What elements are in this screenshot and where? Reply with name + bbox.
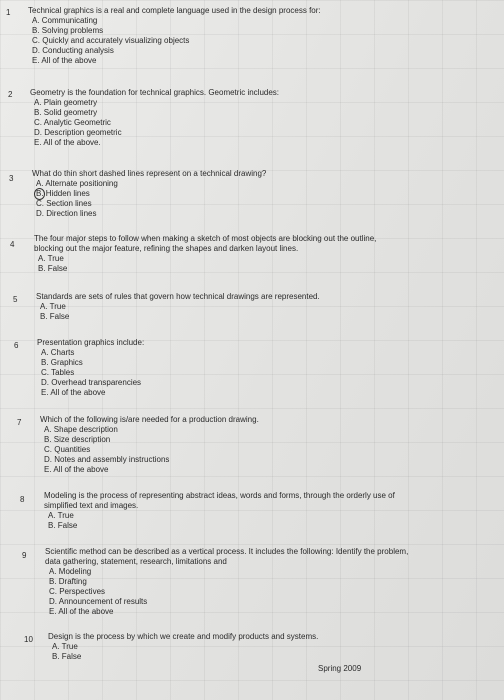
question-text: Which of the following is/are needed for a production drawing.	[40, 415, 259, 424]
option: A. True	[48, 511, 74, 520]
option: E. All of the above	[49, 607, 114, 616]
question-number: 9	[22, 551, 27, 560]
option: A. Alternate positioning	[36, 179, 118, 188]
option: D. Announcement of results	[49, 597, 148, 606]
option: C. Quantities	[44, 445, 91, 454]
question-number: 1	[6, 8, 11, 17]
option: B. Solid geometry	[34, 108, 98, 117]
question-9	[45, 547, 423, 617]
option: A. True	[38, 254, 64, 263]
option: B. False	[40, 312, 70, 321]
question-5	[36, 292, 396, 322]
question-7	[40, 415, 400, 475]
option: B. Solving problems	[32, 26, 104, 35]
option: D. Description geometric	[34, 128, 122, 137]
option: B. Size description	[44, 435, 111, 444]
option: D. Direction lines	[36, 209, 97, 218]
option: D. Notes and assembly instructions	[44, 455, 170, 464]
question-2	[30, 88, 390, 148]
question-text: Geometry is the foundation for technical graphics. Geometric includes:	[30, 88, 280, 97]
question-number: 3	[9, 174, 14, 183]
option: E. All of the above	[41, 388, 106, 397]
option-circled: B. Hidden lines	[32, 189, 392, 199]
question-10	[48, 632, 408, 662]
option: A. Plain geometry	[34, 98, 98, 107]
question-number: 8	[20, 495, 25, 504]
option: C. Tables	[41, 368, 75, 377]
question-8	[44, 491, 416, 531]
question-number: 10	[24, 635, 33, 644]
question-number: 4	[10, 240, 15, 249]
option: B. False	[38, 264, 68, 273]
option: A. Communicating	[32, 16, 98, 25]
option: A. True	[40, 302, 66, 311]
option: B. Drafting	[49, 577, 87, 586]
option: B. False	[48, 521, 78, 530]
question-text: Scientific method can be described as a vertical process. It includes the following: Identify the problem, data gathering, statement, research, limitations and	[45, 547, 409, 566]
option: C. Section lines	[36, 199, 92, 208]
option: A. Modeling	[49, 567, 92, 576]
question-text: What do thin short dashed lines represent on a technical drawing?	[32, 169, 267, 178]
question-text: Modeling is the process of representing abstract ideas, words and forms, through the orderly use of simplified text and images.	[44, 491, 395, 510]
option: B. Graphics	[41, 358, 83, 367]
question-text: Standards are sets of rules that govern how technical drawings are represented.	[36, 292, 320, 301]
footer-term: Spring 2009	[318, 664, 362, 673]
question-number: 6	[14, 341, 19, 350]
question-number: 5	[13, 295, 18, 304]
option: C. Perspectives	[49, 587, 106, 596]
option: A. Shape description	[44, 425, 118, 434]
question-4	[34, 234, 399, 274]
option: E. All of the above	[32, 56, 97, 65]
question-1	[28, 6, 388, 66]
question-number: 2	[8, 90, 13, 99]
question-text: Design is the process by which we create and modify products and systems.	[48, 632, 319, 641]
option: D. Conducting analysis	[32, 46, 114, 55]
option: B. False	[52, 652, 82, 661]
option: E. All of the above	[44, 465, 109, 474]
question-6	[37, 338, 397, 398]
question-text: The four major steps to follow when making a sketch of most objects are blocking out the outline, blocking out the major feature, refining the shapes and darken layout lines.	[34, 234, 377, 253]
option: D. Overhead transparencies	[41, 378, 142, 387]
option: A. True	[52, 642, 78, 651]
question-number: 7	[17, 418, 22, 427]
option: A. Charts	[41, 348, 75, 357]
option: E. All of the above.	[34, 138, 101, 147]
question-3	[32, 169, 392, 219]
question-text: Presentation graphics include:	[37, 338, 145, 347]
option: C. Analytic Geometric	[34, 118, 111, 127]
option: C. Quickly and accurately visualizing objects	[32, 36, 190, 45]
question-text: Technical graphics is a real and complete language used in the design process for:	[28, 6, 321, 15]
